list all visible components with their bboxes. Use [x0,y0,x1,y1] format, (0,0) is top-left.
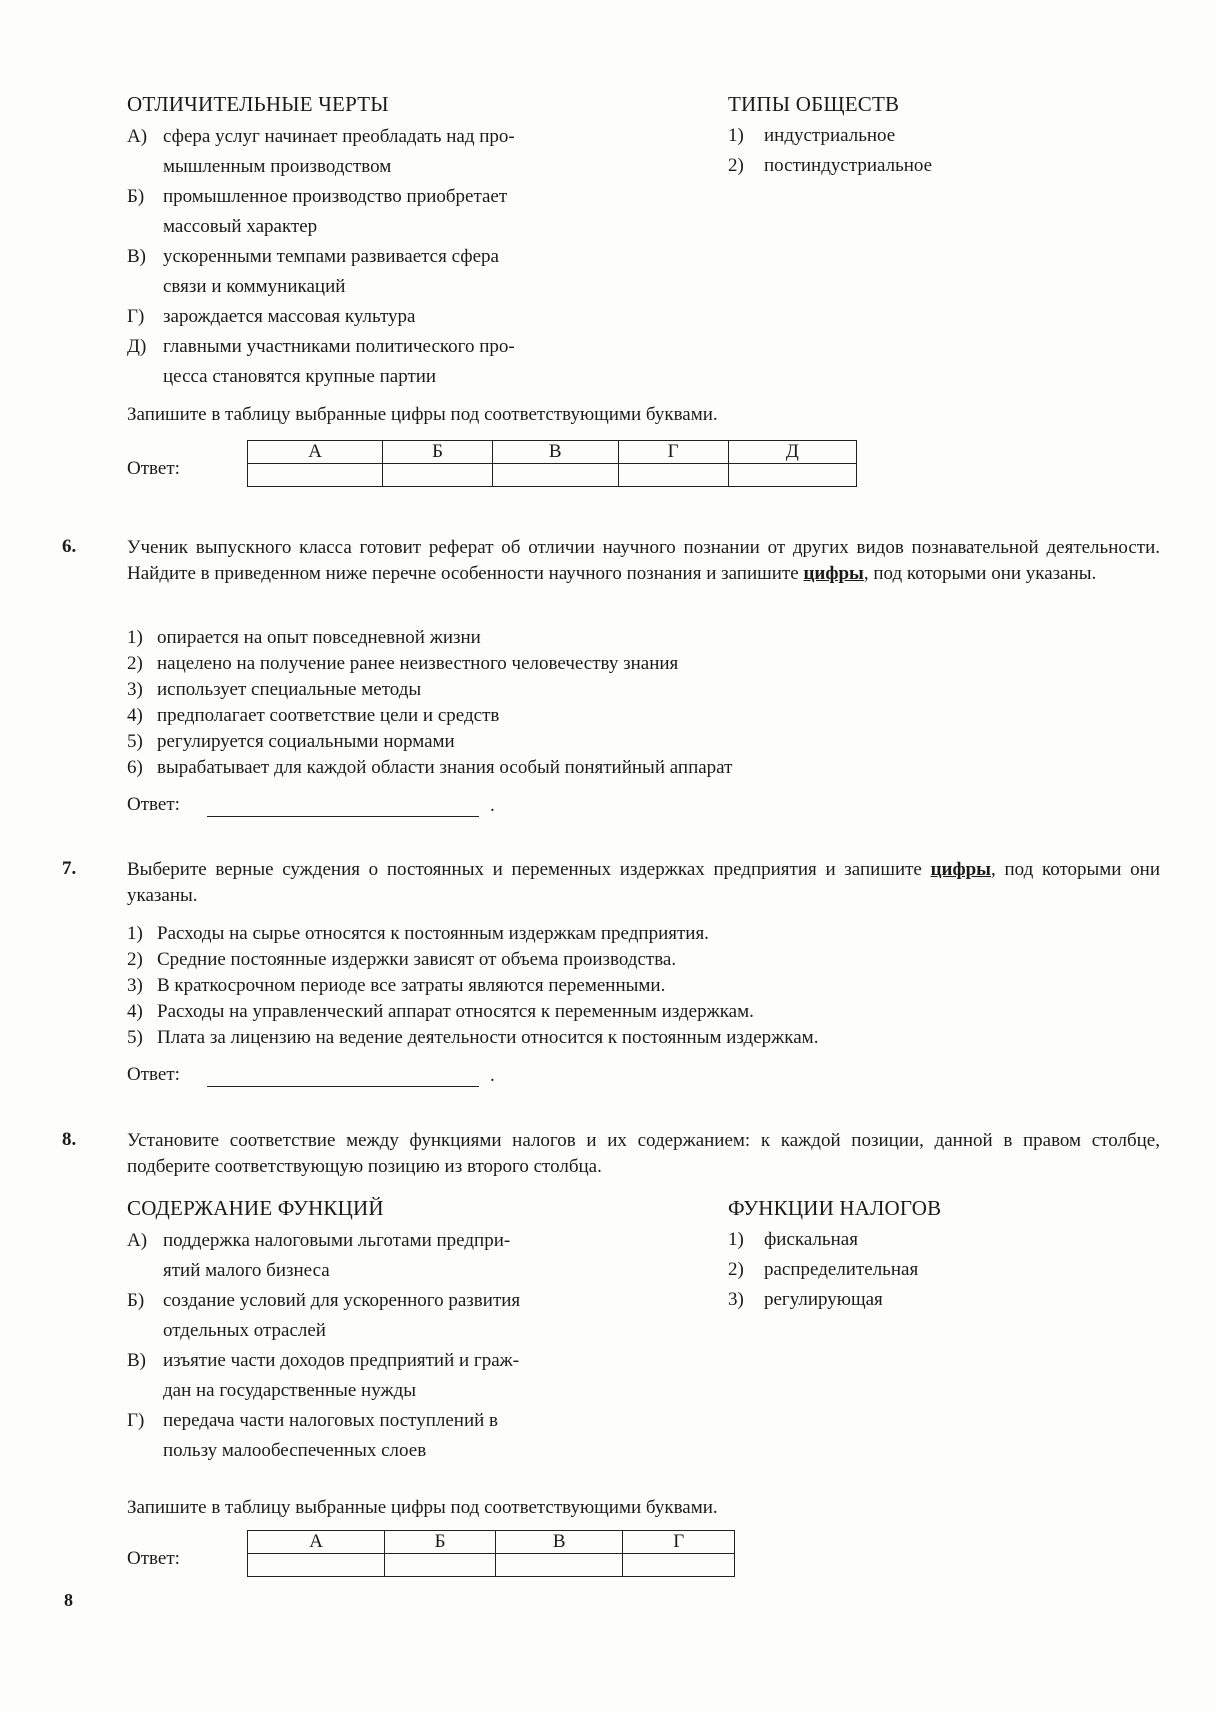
tax-function-3: 3) регулирующая [728,1289,883,1310]
answer-table-input-row [248,464,857,487]
functions-content-list [127,1226,647,1466]
features-heading: ОТЛИЧИТЕЛЬНЫЕ ЧЕРТЫ [127,92,389,116]
answer-col-d: Д [728,441,856,464]
task7-option-5: 5) Плата за лицензию на ведение деятельности относится к постоянным издержкам. [127,1027,819,1048]
task8-text: Установите соответствие между функциями налогов и их содержанием: к каждой позиции, данной в правом столбце, подберите соответствующую позицию из второго столбца. [127,1130,1160,1177]
task6-option-1: 1) опирается на опыт повседневной жизни [127,627,481,648]
task8-col-a: А [248,1531,385,1554]
task8-col-b: Б [385,1531,496,1554]
answer-col-a: А [248,441,383,464]
task7-answer-label: Ответ: [127,1064,180,1085]
section5-instruction: Запишите в таблицу выбранные цифры под соответствующими буквами. [127,404,718,425]
tax-function-2: 2) распределительная [728,1259,919,1280]
task6-answer-line[interactable] [207,815,479,817]
task7-answer-end: . [490,1065,495,1086]
task7-option-2: 2) Средние постоянные издержки зависят от объема производства. [127,949,677,970]
feature-v: В) ускоренными темпами развивается сфера связи и коммуникаций [127,246,499,297]
society-types-heading: ТИПЫ ОБЩЕСТВ [728,92,900,116]
task6-option-5: 5) регулируется социальными нормами [127,731,455,752]
tax-functions-list [728,1225,1028,1315]
task7-option-1: 1) Расходы на сырье относятся к постоянным издержкам предприятия. [127,923,709,944]
task7-text: Выберите верные суждения о постоянных и переменных издержках предприятия и запишите цифры, под которыми они указаны. [127,859,1160,906]
task8-answer-table [247,1530,735,1577]
answer-col-g: Г [618,441,728,464]
task6-options [127,625,732,781]
task7-option-3: 3) В краткосрочном периоде все затраты являются переменными. [127,975,666,996]
answer-cell-b[interactable] [383,464,493,487]
task8-cell-b[interactable] [385,1554,496,1577]
tax-functions-heading: ФУНКЦИИ НАЛОГОВ [728,1196,942,1220]
features-list [127,122,647,392]
task8-table-input-row [248,1554,735,1577]
task8-col-g: Г [623,1531,735,1554]
section5-answer-table [247,440,857,487]
page-number: 8 [64,1590,73,1610]
task6-answer-label: Ответ: [127,794,180,815]
task7-number: 7. [62,858,77,879]
task7-answer-line[interactable] [207,1085,479,1087]
task8-instruction: Запишите в таблицу выбранные цифры под соответствующими буквами. [127,1497,718,1518]
task6-number: 6. [62,536,77,557]
society-type-1: 1) индустриальное [728,125,896,146]
answer-cell-d[interactable] [728,464,856,487]
feature-g: Г) зарождается массовая культура [127,306,416,327]
answer-col-b: Б [383,441,493,464]
content-v: В) изъятие части доходов предприятий и граж- дан на государственные нужды [127,1350,520,1401]
task8-cell-v[interactable] [496,1554,623,1577]
section5-answer-label: Ответ: [127,458,180,479]
feature-a: А) сфера услуг начинает преобладать над про- мышленным производством [127,126,515,177]
society-types-list [728,121,1028,181]
task6-option-4: 4) предполагает соответствие цели и средств [127,705,500,726]
tax-function-1: 1) фискальная [728,1229,858,1250]
answer-table-header-row [248,441,857,464]
task6-answer-end: . [490,795,495,816]
answer-cell-a[interactable] [248,464,383,487]
answer-cell-v[interactable] [492,464,618,487]
answer-cell-g[interactable] [618,464,728,487]
task8-cell-a[interactable] [248,1554,385,1577]
task6-option-6: 6) вырабатывает для каждой области знания особый понятийный аппарат [127,757,733,778]
task6-text: Ученик выпускного класса готовит реферат об отличии научного познании от других видов познавательной деятельности. Найдите в приведенном ниже перечне особенности научного познания и запишите цифры, под которыми они указаны. [127,537,1160,584]
answer-col-v: В [492,441,618,464]
task7-option-4: 4) Расходы на управленческий аппарат относятся к переменным издержкам. [127,1001,754,1022]
task8-col-v: В [496,1531,623,1554]
task8-answer-label: Ответ: [127,1548,180,1569]
feature-b: Б) промышленное производство приобретает массовый характер [127,186,508,237]
task8-table-header-row [248,1531,735,1554]
task8-number: 8. [62,1129,77,1150]
feature-d: Д) главными участниками политического про- цесса становятся крупные партии [127,336,515,387]
content-a: А) поддержка налоговыми льготами предпри- ятий малого бизнеса [127,1230,511,1281]
content-g: Г) передача части налоговых поступлений в пользу малообеспеченных слоев [127,1410,498,1461]
task7-options [127,921,818,1051]
functions-content-heading: СОДЕРЖАНИЕ ФУНКЦИЙ [127,1196,384,1220]
task8-cell-g[interactable] [623,1554,735,1577]
task6-option-3: 3) использует специальные методы [127,679,422,700]
content-b: Б) создание условий для ускоренного развития отдельных отраслей [127,1290,521,1341]
task6-option-2: 2) нацелено на получение ранее неизвестного человечеству знания [127,653,679,674]
society-type-2: 2) постиндустриальное [728,155,933,176]
